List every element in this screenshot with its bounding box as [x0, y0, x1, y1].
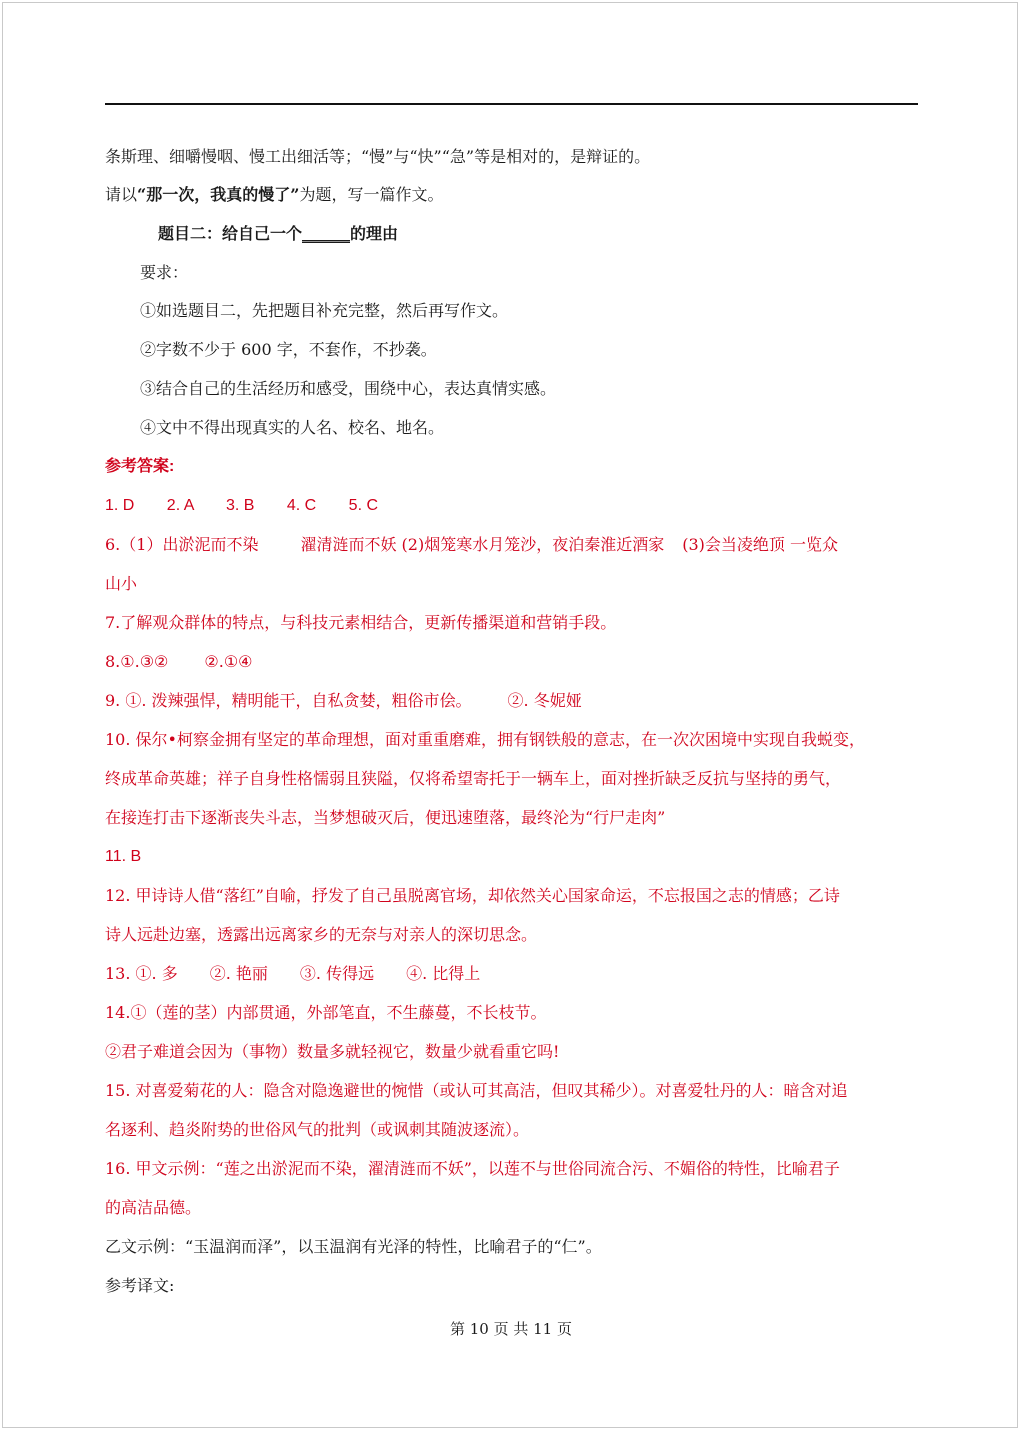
- example-b-line: 乙文示例：“玉温润而泽”，以玉温润有光泽的特性，比喻君子的“仁”。: [105, 1237, 602, 1256]
- answer-6-line1: [105, 535, 838, 555]
- answer-14-line1: 14.①（莲的茎）内部贯通，外部笔直，不生藤蔓，不长枝节。: [105, 1003, 547, 1022]
- answer-15-line2: 名逐利、趋炎附势的世俗风气的批判（或讽刺其随波逐流）。: [105, 1120, 530, 1139]
- requirement-item: ③结合自己的生活经历和感受，围绕中心，表达真情实感。: [140, 379, 557, 398]
- requirement-item: ②字数不少于 600 字，不套作，不抄袭。: [140, 340, 437, 359]
- instruction-suffix: 为题，写一篇作文。: [299, 185, 444, 204]
- answer-9: [105, 691, 582, 711]
- answer-8-part1: 8.①.③②: [105, 652, 169, 671]
- requirement-item: ①如选题目二，先把题目补充完整，然后再写作文。: [140, 301, 509, 320]
- answer-9-part2: ②. 冬妮娅: [507, 691, 582, 710]
- answer-2: 2. A: [166, 497, 194, 514]
- topic2-title-blank: ______: [302, 224, 351, 243]
- instruction-prefix: 请以: [105, 185, 138, 204]
- answer-8: [105, 652, 253, 672]
- answer-16-line2: 的高洁品德。: [105, 1198, 202, 1217]
- answer-13-part2: ②. 艳丽: [209, 964, 268, 983]
- answer-13-part3: ③. 传得远: [299, 964, 375, 983]
- answer-6-line2: 山小: [105, 574, 138, 593]
- answer-7: 7.了解观众群体的特点，与科技元素相结合，更新传播渠道和营销手段。: [105, 613, 617, 632]
- essay-prompt-line: 条斯理、细嚼慢咽、慢工出细活等；“慢”与“快”“急”等是相对的，是辩证的。: [105, 147, 651, 166]
- answer-9-part1: 9. ①. 泼辣强悍，精明能干，自私贪婪，粗俗市侩。: [105, 691, 472, 710]
- topic2-title-suffix: 的理由: [350, 224, 399, 243]
- essay-instruction-line: [105, 185, 443, 205]
- answer-3: 3. B: [225, 497, 255, 514]
- page-number-footer: 第 10 页 共 11 页: [449, 1320, 572, 1338]
- answer-6-part1: 6.（1）出淤泥而不染: [105, 535, 259, 554]
- answer-15-line1: 15. 对喜爱菊花的人：隐含对隐逸避世的惋惜（或认可其高洁，但叹其稀少）。对喜爱牡丹的人：暗含对追: [105, 1081, 848, 1100]
- essay-title: “那一次，我真的慢了”: [137, 185, 300, 204]
- answer-11: 11. B: [105, 848, 142, 865]
- answer-13-part1: 13. ①. 多: [105, 964, 178, 983]
- header-rule: [105, 103, 918, 105]
- requirements-label: 要求：: [140, 263, 189, 282]
- answer-6-part3: (3)会当凌绝顶 一览众: [682, 535, 838, 554]
- answer-5: 5. C: [348, 497, 379, 514]
- answer-4: 4. C: [286, 497, 317, 514]
- topic2-title-prefix: 题目二：给自己一个: [158, 224, 303, 243]
- answers-row-1-5: [105, 496, 378, 516]
- requirement-item: ④文中不得出现真实的人名、校名、地名。: [140, 418, 445, 437]
- answer-14-line2: ②君子难道会因为（事物）数量多就轻视它，数量少就看重它吗!: [105, 1042, 560, 1061]
- answer-10-line2: 终成革命英雄；祥子自身性格懦弱且狭隘，仅将希望寄托于一辆车上，面对挫折缺乏反抗与坚持的勇气，: [105, 769, 842, 788]
- answer-10-line1: 10. 保尔•柯察金拥有坚定的革命理想，面对重重磨难，拥有钢铁般的意志，在一次次困境中实现自我蜕变，: [105, 730, 865, 749]
- answer-10-line3: 在接连打击下逐渐丧失斗志，当梦想破灭后，便迅速堕落，最终沦为“行尸走肉”: [105, 808, 666, 827]
- answer-6-part2: 濯清涟而不妖 (2)烟笼寒水月笼沙，夜泊秦淮近酒家: [300, 535, 665, 554]
- answer-12-line1: 12. 甲诗诗人借“落红”自喻，抒发了自己虽脱离官场，却依然关心国家命运，不忘报国之志的情感；乙诗: [105, 886, 840, 905]
- answer-16-line1: 16. 甲文示例：“莲之出淤泥而不染，濯清涟而不妖”，以莲不与世俗同流合污、不媚俗的特性，比喻君子: [105, 1159, 840, 1178]
- translation-label: 参考译文:: [105, 1276, 175, 1295]
- answer-1: 1. D: [105, 497, 135, 514]
- answer-12-line2: 诗人远赴边塞，透露出远离家乡的无奈与对亲人的深切思念。: [105, 925, 538, 944]
- answer-8-part2: ②.①④: [204, 652, 253, 671]
- answer-13: [105, 964, 480, 984]
- answers-heading: 参考答案:: [105, 458, 175, 475]
- answer-13-part4: ④. 比得上: [406, 964, 481, 983]
- topic2-title: [158, 224, 398, 244]
